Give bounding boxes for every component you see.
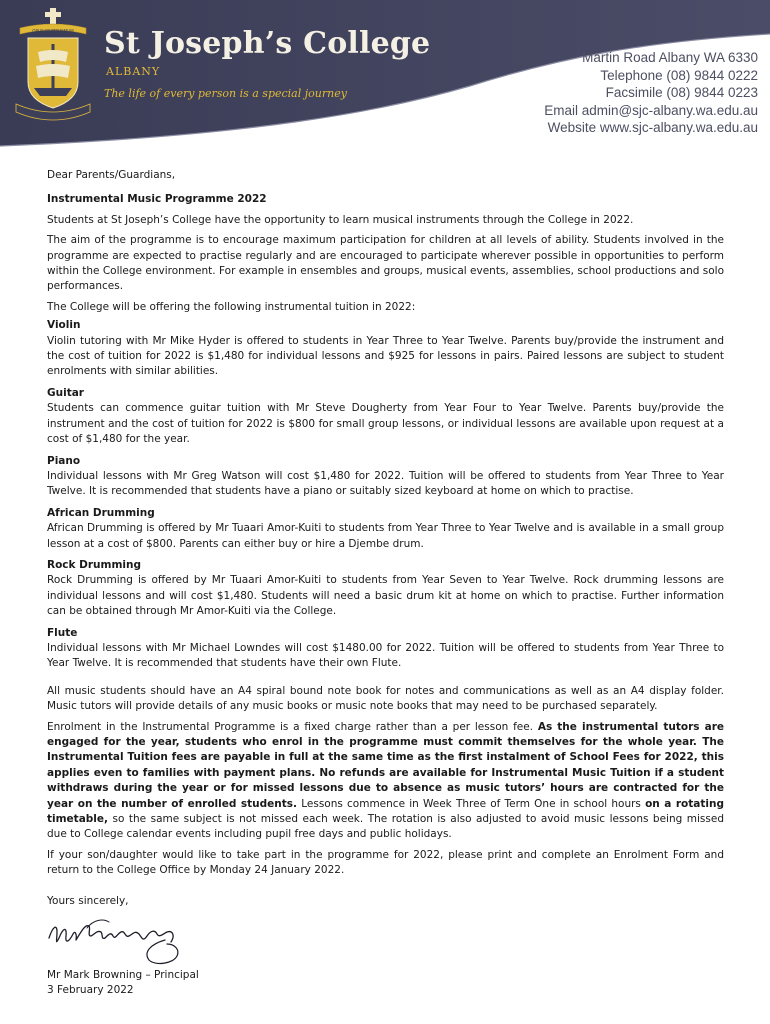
college-location: ALBANY: [106, 65, 161, 78]
tuition-section-african-drumming: [47, 506, 724, 552]
letter-title: Instrumental Music Programme 2022: [47, 193, 267, 206]
signer-name: Mr Mark Browning – Principal: [47, 969, 199, 982]
section-title: Rock Drumming: [47, 558, 142, 571]
intro-paragraph: Students at St Joseph’s College have the opportunity to learn musical instruments through the College in 2022.: [47, 213, 634, 226]
offering-paragraph: The College will be offering the following instrumental tuition in 2022:: [47, 300, 416, 313]
section-title: African Drumming: [47, 506, 155, 519]
contact-telephone: Telephone (08) 9844 0222: [600, 67, 758, 83]
section-text: Students can commence guitar tuition with Mr Steve Dougherty from Year Four to Year Twelve. Parents buy/provide the instrument and the cost of tuition for 2022 is $800 for small group lessons, or individual lessons are available upon request at a cost of $1,480 for the year.: [47, 402, 724, 446]
principal-signature-icon: [47, 912, 187, 968]
college-crest-icon: [14, 8, 92, 126]
section-title: Piano: [47, 454, 81, 467]
section-text: African Drumming is offered by Mr Tuaari Amor-Kuiti to students from Year Three to Year Twelve and is available in a small group lesson at a cost of $800. Parents can either buy or hire a Djembe drum.: [47, 522, 724, 550]
aim-paragraph: The aim of the programme is to encourage maximum participation for children at all levels of ability. Students involved in the programme are expected to practise regularly and are encouraged to participate wherever possible in opportunities to perform within the College environment. For example in ensembles and groups, musical events, assemblies, school productions and solo performances.: [47, 234, 724, 293]
tuition-section-flute: [47, 626, 724, 672]
letter-date: 3 February 2022: [47, 984, 134, 997]
salutation: Dear Parents/Guardians,: [47, 169, 176, 181]
tuition-section-rock-drumming: [47, 558, 724, 620]
section-text: Individual lessons with Mr Greg Watson will cost $1,480 for 2022. Tuition will be offered to students from Year Three to Year Twelve. It is recommended that students have a piano or suitably sized keyboard at home on which to practise.: [47, 469, 724, 498]
enrolment-text: Enrolment in the Instrumental Programme is a fixed charge rather than a per lesson fee.: [47, 720, 538, 733]
letter-body: [47, 168, 724, 999]
section-title: Guitar: [47, 386, 84, 399]
contact-address: Martin Road Albany WA 6330: [582, 50, 758, 65]
signoff: Yours sincerely,: [47, 894, 129, 907]
college-name: St Joseph’s College: [104, 26, 431, 61]
crest-scroll-text: OPUS BEATISSIMUM: [32, 28, 74, 34]
enrolment-rotation-text: so the same subject is not missed each week. The rotation is also adjusted to avoid music lessons being missed due to College calendar events including pupil free days and public holidays.: [47, 813, 724, 841]
enrolment-paragraph: [47, 720, 724, 843]
contact-website: Website www.sjc-albany.wa.edu.au: [547, 120, 758, 135]
college-motto: The life of every person is a special journey: [104, 87, 347, 100]
contact-facsimile: Facsimile (08) 9844 0223: [605, 85, 758, 100]
tuition-section-guitar: [47, 386, 724, 448]
section-title: Violin: [47, 319, 81, 332]
letterhead: [0, 0, 770, 150]
section-title: Flute: [47, 626, 78, 639]
enrolment-timetable-text: on a rotating timetable,: [47, 797, 724, 826]
section-text: Individual lessons with Mr Michael Lowndes will cost $1480.00 for 2022. Tuition will be offered to students from Year Three to Year Twelve. It is recommended that students have their own Flute.: [47, 641, 724, 670]
section-text: Violin tutoring with Mr Mike Hyder is offered to students in Year Three to Year Twelve. Parents buy/provide the instrument and the cost of tuition for 2022 is $1,480 for individual lessons and $925 for lessons in pairs. Paired lessons are subject to student enrolments with similar abilities.: [47, 334, 724, 378]
materials-paragraph: All music students should have an A4 spiral bound note book for notes and communications as well as an A4 display folder. Music tutors will provide details of any music books or music note books that may need to be purchased separately.: [47, 684, 724, 713]
enrolment-commitment-text: As the instrumental tutors are engaged for the year, students who enrol in the programme must commit themselves for the whole year. The Instrumental Tuition fees are payable in full at the same time as the first instalment of School Fees for 2022, this applies even to families with payment plans. No refunds are available for Instrumental Music Tuition if a student withdraws during the year or for missed lessons due to absence as music tutors’ hours are contracted for the year on the number of enrolled students.: [47, 720, 724, 810]
closing-request-paragraph: If your son/daughter would like to take part in the programme for 2022, please print and complete an Enrolment Form and return to the College Office by Monday 24 January 2022.: [47, 848, 724, 877]
tuition-section-violin: [47, 318, 724, 380]
contact-email: Email admin@sjc-albany.wa.edu.au: [544, 102, 758, 118]
section-text: Rock Drumming is offered by Mr Tuaari Amor-Kuiti to students from Year Seven to Year Twelve. Rock drumming lessons are individual lessons and will cost $1,480. Students will need a basic drum kit at home on which to practise. Further information can be obtained through Mr Amor-Kuiti via the College.: [47, 574, 724, 618]
enrolment-schedule-text: Lessons commence in Week Three of Term One in school hours: [297, 797, 646, 810]
contact-details: [544, 49, 758, 137]
tuition-section-piano: [47, 454, 724, 500]
